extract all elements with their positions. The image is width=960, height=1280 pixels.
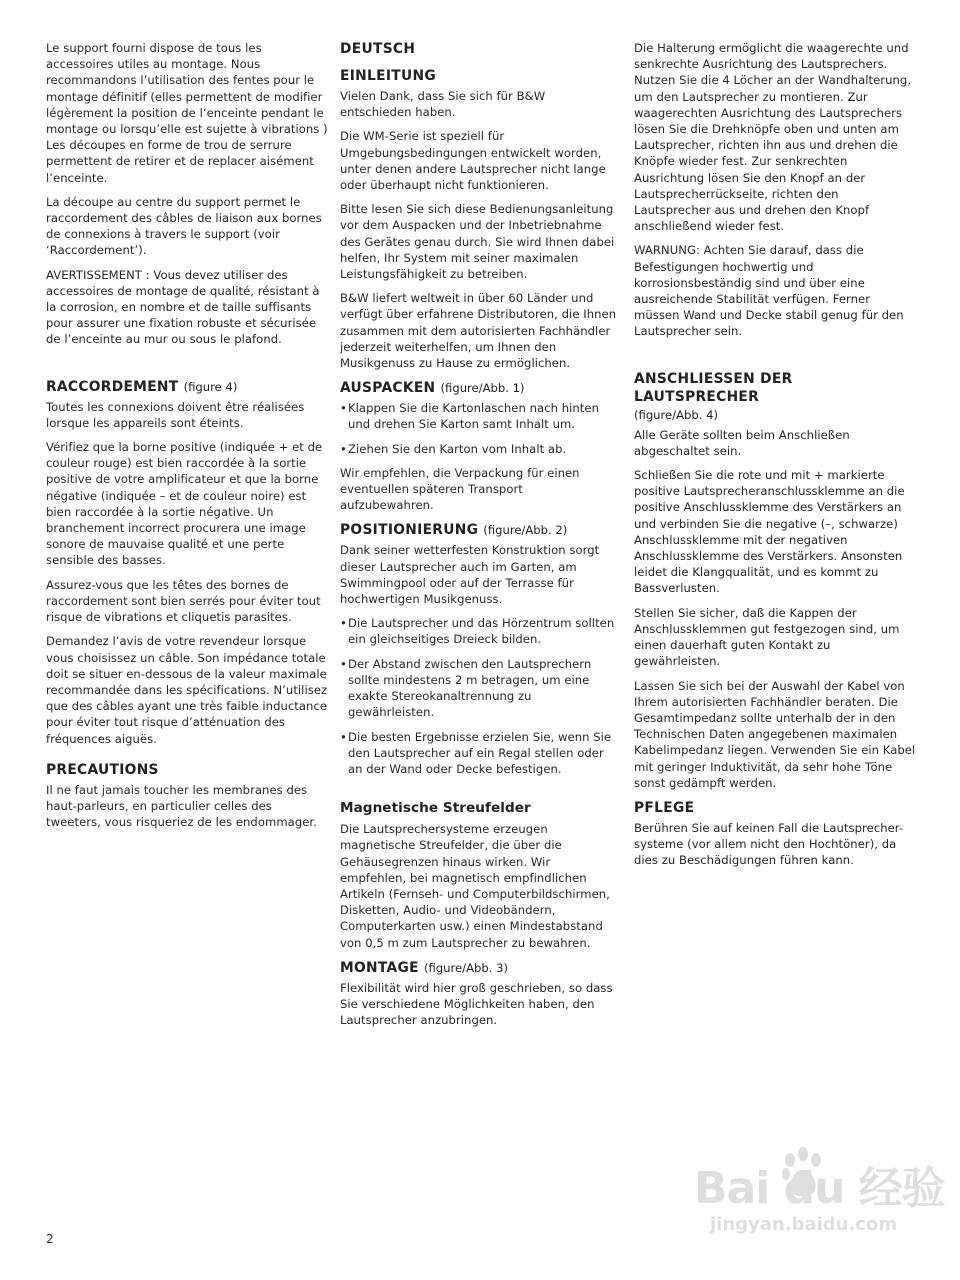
- montage-paragraph: Flexibilität wird hier groß geschrieben, so dass Sie verschiedene Möglichkeiten haben, den Lautsprecher anzubringen.: [340, 980, 613, 1028]
- anschliessen-paragraph-3: Stellen Sie sicher, daß die Kappen der Anschlussklemmen gut festgezogen sind, um einen dauerhaft guten Kontakt zu gewährleisten.: [634, 605, 900, 669]
- magnet-paragraph: Die Lautsprechersysteme erzeugen magnetische Streufelder, die über die Gehäusegrenzen hinaus wirken. Wir empfehlen, bei magnetisch empfindlichen Artikeln (Fernseh- und Computerbildschirmen, Disketten, Audio- und Videobändern, Computerkarten usw.) einen Mindestabstand von 0,5 m zum Lautsprecher zu bewahren.: [340, 822, 610, 950]
- positionierung-bullet-3: Die besten Ergebnisse erzielen Sie, wenn Sie den Lautsprecher auf ein Regal stellen oder an der Wand oder Decke befestigen.: [348, 729, 612, 776]
- watermark-main-text: Bai du 经验: [694, 1163, 945, 1214]
- einleitung-paragraph-2: Die WM-Serie ist speziell für Umgebungsbedingungen entwickelt worden, unter denen andere Lautsprecher nicht lange oder überhaupt nicht funktionieren.: [340, 129, 606, 193]
- raccordement-figure-ref: (figure 4): [183, 379, 238, 394]
- pflege-paragraph: Berühren Sie auf keinen Fall die Lautsprecher-systeme (vor allem nicht den Hochtöner), da dies zu Beschädigungen führen kann.: [634, 820, 904, 868]
- raccordement-paragraph-4: Demandez l’avis de votre revendeur lorsque vous choisissez un câble. Son impédance totale doit se situer en-dessous de la valeur maximale recommandée dans les spécifications. N’utilisez que des câbles ayant une très faible inductance pour éviter tout risque d’atténuation des fréquences aiguës.: [46, 634, 328, 746]
- raccordement-title: RACCORDEMENT: [46, 378, 179, 395]
- einleitung-paragraph-1: Vielen Dank, dass Sie sich für B&W entschieden haben.: [340, 89, 546, 120]
- anschliessen-paragraph-4: Lassen Sie sich bei der Auswahl der Kabel von Ihrem autorisierten Fachhändler beraten. Die Gesamtimpedanz sollte unterhalb der in den Technischen Daten angegebenen maximalen Kabelimpedanz liegen. Verwenden Sie ein Kabel mit geringer Induktivität, da sehr hohe Töne sonst gedämpft werden.: [634, 678, 916, 790]
- montage-title: MONTAGE: [340, 959, 419, 976]
- column-german-2: [634, 40, 916, 877]
- positionierung-paragraph: Dank seiner wetterfesten Konstruktion sorgt dieser Lautsprecher auch im Garten, am Swimmingpool oder auf der Terrasse für hochwertigen Musikgenuss.: [340, 543, 600, 607]
- einleitung-paragraph-4: B&W liefert weltweit in über 60 Länder und verfügt über erfahrene Distributoren, die Ihnen zusammen mit dem autorisierten Fachhändler jederzeit weiterhelfen, um Ihnen den Musikgenuss zu Hause zu ermöglichen.: [340, 291, 617, 371]
- auspacken-bullet-2: Ziehen Sie den Karton vom Inhalt ab.: [348, 441, 567, 456]
- positionierung-heading: [340, 521, 620, 539]
- precautions-paragraph: Il ne faut jamais toucher les membranes des haut-parleurs, en particulier celles des tweeters, vous risqueriez de les endommager.: [46, 782, 317, 830]
- pflege-heading: PFLEGE: [634, 799, 695, 816]
- anschliessen-figure-ref: (figure/Abb. 4): [634, 407, 719, 422]
- montage-heading: [340, 959, 620, 977]
- auspacken-bullet-1: Klappen Sie die Kartonlaschen nach hinten und drehen Sie Karton samt Inhalt um.: [348, 401, 599, 432]
- anschliessen-heading: [634, 370, 916, 424]
- montage-figure-ref: (figure/Abb. 3): [423, 960, 508, 975]
- list-item: • Ziehen Sie den Karton vom Inhalt ab.: [340, 441, 567, 456]
- auspacken-title: AUSPACKEN: [340, 380, 436, 397]
- auspacken-heading: [340, 379, 620, 397]
- list-item: • Klappen Sie die Kartonlaschen nach hinten und drehen Sie Karton samt Inhalt um.: [340, 401, 599, 432]
- raccordement-paragraph-3: Assurez-vous que les têtes des bornes de raccordement sont bien serrés pour éviter tout risque de vibrations et cliquetis parasites.: [46, 577, 321, 625]
- positionierung-bullet-1: Die Lautsprecher und das Hörzentrum sollten ein gleichseitiges Dreieck bilden.: [348, 616, 615, 647]
- raccordement-paragraph-1: Toutes les connexions doivent être réalisées lorsque les appareils sont éteints.: [46, 399, 305, 430]
- list-item: • Die besten Ergebnisse erzielen Sie, wenn Sie den Lautsprecher auf ein Regal stellen oder an der Wand oder Decke befestigen.: [340, 729, 612, 776]
- raccordement-paragraph-2: Vérifiez que la borne positive (indiquée + et de couleur rouge) est bien raccordée à la sortie positive de votre amplificateur et que la borne négative (indiquée – et de couleur noire) est bien raccordée à la sortie négative. Un branchement incorrect procurera une image sonore de mauvaise qualité et une perte sensible des basses.: [46, 440, 323, 568]
- column-german-1: [340, 40, 620, 1036]
- baidu-watermark: [682, 1146, 945, 1256]
- list-item: • Die Lautsprecher und das Hörzentrum sollten ein gleichseitiges Dreieck bilden.: [340, 616, 615, 647]
- watermark-url: jingyan.baidu.com: [710, 1214, 898, 1235]
- einleitung-heading: EINLEITUNG: [340, 68, 436, 84]
- auspacken-figure-ref: (figure/Abb. 1): [440, 381, 525, 396]
- anschliessen-paragraph-2: Schließen Sie die rote und mit + markierte positive Lautsprecheranschlussklemme an die positive Anschlussklemme des Verstärkers an und verbinden Sie die negative (–, schwarze) Anschlussklemme mit der negativen Anschlussklemme des Verstärkers. Ansonsten leidet die Klangqualität, und es kommt zu Bassverlusten.: [634, 468, 905, 596]
- anschliessen-title: ANSCHLIESSEN DER LAUTSPRECHER: [634, 370, 793, 405]
- auspacken-paragraph: Wir empfehlen, die Verpackung für einen eventuellen späteren Transport aufzubewahren.: [340, 465, 580, 513]
- einleitung-paragraph-3: Bitte lesen Sie sich diese Bedienungsanleitung vor dem Auspacken und der Inbetriebnahme des Gerätes genau durch. Sie wird Ihnen dabei helfen, Ihr System mit seiner maximalen Leistungsfähigkeit zu betreiben.: [340, 202, 615, 282]
- magnet-heading: Magnetische Streufelder: [340, 800, 531, 817]
- anschliessen-paragraph-1: Alle Geräte sollten beim Anschließen abgeschaltet sein.: [634, 427, 850, 458]
- positionierung-title: POSITIONIERUNG: [340, 522, 479, 539]
- precautions-heading: PRECAUTIONS: [46, 761, 159, 778]
- mounting-paragraph: Le support fourni dispose de tous les accessoires utiles au montage. Nous recommandons l’utilisation des fentes pour le montage définitif (elles permettent de modifier légèrement la position de l’enceinte pendant le montage ou lorsqu’elle est sujette à vibrations ) Les découpes en forme de trou de serrure permettent de retirer et de replacer aisément l’enceinte.: [46, 41, 328, 185]
- cutout-paragraph: La découpe au centre du support permet le raccordement des câbles de liaison aux bornes de connexions à travers le support (voir ‘Raccordement’).: [46, 194, 322, 258]
- page-number: 2: [46, 1232, 54, 1246]
- positionierung-bullet-2: Der Abstand zwischen den Lautsprechern sollte mindestens 2 m betragen, um eine exakte Stereokanaltrennung zu gewährleisten.: [348, 656, 592, 720]
- column-french: [46, 40, 328, 838]
- warning-paragraph: AVERTISSEMENT : Vous devez utiliser des accessoires de montage de qualité, résistant à la corrosion, en nombre et de taille suffisants pour assurer une fixation robuste et sécurisée de l’enceinte au mur ou sous le plafond.: [46, 267, 320, 347]
- warnung-paragraph: WARNUNG: Achten Sie darauf, dass die Befestigungen hochwertig und korrosionsbeständig sind und über eine ausreichende Stabilität verfügen. Ferner müssen Wand und Decke stabil genug für den Lautsprecher sein.: [634, 243, 904, 339]
- raccordement-heading: [46, 378, 328, 396]
- list-item: • Der Abstand zwischen den Lautsprechern sollte mindestens 2 m betragen, um eine exakte Stereokanaltrennung zu gewährleisten.: [340, 656, 592, 720]
- positionierung-figure-ref: (figure/Abb. 2): [483, 523, 568, 538]
- deutsch-heading: DEUTSCH: [340, 41, 416, 57]
- halterung-paragraph: Die Halterung ermöglicht die waagerechte und senkrechte Ausrichtung des Lautsprechers. Nutzen Sie die 4 Löcher an der Wandhalterung, um den Lautsprecher zu montieren. Zur waagerechten Ausrichtung des Lautsprechers lösen Sie die Drehknöpfe oben und unten am Lautsprecher, richten ihn aus und drehen die Knöpfe wieder fest. Zur senkrechten Ausrichtung lösen Sie den Knopf an der Lautsprecherrückseite, richten den Lautsprecher aus und drehen den Knopf anschließend wieder fest.: [634, 41, 912, 234]
